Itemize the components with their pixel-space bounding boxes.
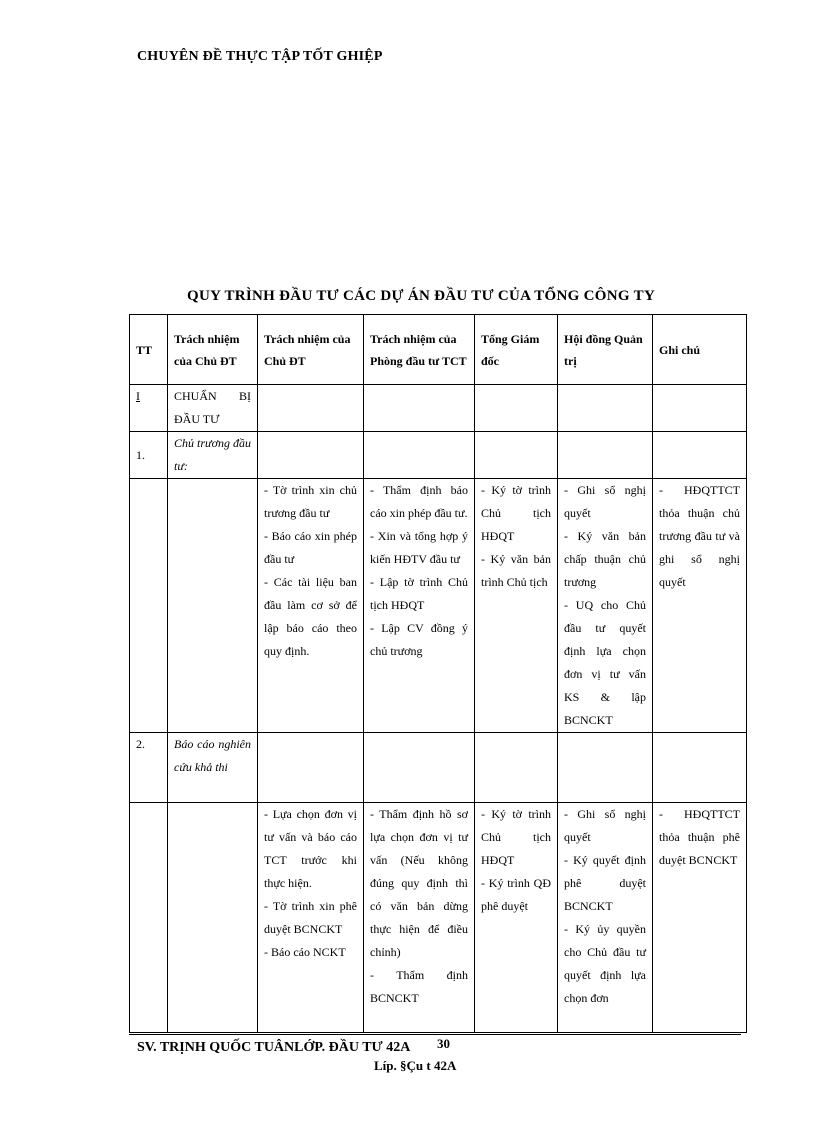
notes-cell — [653, 479, 747, 733]
header-general-director: Tổng Giám đốc — [475, 315, 558, 385]
board-tasks-cell — [558, 803, 653, 1033]
ceo-task: - Ký trình QĐ phê duyệt — [481, 876, 551, 913]
board-task: - Ghi sổ nghị quyết — [564, 807, 646, 844]
table-row — [130, 432, 747, 479]
dept-task: - Thẩm định BCNCKT — [370, 968, 468, 1005]
step-number: 1. — [130, 432, 168, 479]
owner-task: - Các tài liệu ban đầu làm cơ sở để lập báo cáo theo quy định. — [264, 575, 357, 658]
step-label: Chủ trương đầu tư: — [168, 432, 258, 479]
investment-process-table — [129, 314, 747, 1033]
header-owner-responsibility-1: Trách nhiệm của Chủ ĐT — [168, 315, 258, 385]
footer-class-info: Líp. §Çu t 42A — [374, 1058, 457, 1073]
dept-task: - Thẩm định báo cáo xin phép đầu tư. — [370, 483, 468, 520]
table-row — [130, 479, 747, 733]
owner-task: - Tờ trình xin phê duyệt BCNCKT — [264, 899, 357, 936]
ceo-task: - Ký tờ trình Chủ tịch HĐQT — [481, 807, 551, 867]
note-text: - HĐQTTCT thỏa thuận phê duyệt BCNCKT — [659, 807, 740, 867]
dept-task: - Thẩm định hồ sơ lựa chọn đơn vị tư vấn (Nếu không đúng quy định thì có văn bản dừng thực hiện để điều chỉnh) — [370, 807, 468, 959]
owner-task: - Lựa chọn đơn vị tư vấn và báo cáo TCT trước khi thực hiện. — [264, 807, 357, 890]
owner-task: - Báo cáo NCKT — [264, 945, 346, 959]
dept-tasks-cell — [364, 803, 475, 1033]
section-number: I — [136, 389, 140, 403]
header-board: Hội đồng Quản trị — [558, 315, 653, 385]
board-task: - Ký văn bản chấp thuận chủ trương — [564, 529, 646, 589]
page-number: 30 — [437, 1036, 450, 1051]
owner-task: - Báo cáo xin phép đầu tư — [264, 529, 357, 566]
dept-task: - Lập CV đồng ý chủ trương — [370, 621, 468, 658]
owner-tasks-cell — [258, 803, 364, 1033]
header-notes: Ghi chú — [653, 315, 747, 385]
section-label: CHUẨN BỊ ĐẦU TƯ — [168, 385, 258, 432]
footer-student-info: SV. TRỊNH QUỐC TUÂNLỚP. ĐẦU TƯ 42A — [137, 1040, 411, 1055]
table-row — [130, 803, 747, 1033]
board-task: - Ký quyết định phê duyệt BCNCKT — [564, 853, 646, 913]
step-label: Báo cáo nghiên cứu khả thi — [168, 733, 258, 803]
board-task: - Ghi sổ nghị quyết — [564, 483, 646, 520]
ceo-task: - Ký văn bản trình Chủ tịch — [481, 552, 551, 589]
header-owner-responsibility-2: Trách nhiệm của Chủ ĐT — [258, 315, 364, 385]
dept-task: - Xin và tổng hợp ý kiến HĐTV đầu tư — [370, 529, 468, 566]
table-header-row — [130, 315, 747, 385]
document-title: QUY TRÌNH ĐẦU TƯ CÁC DỰ ÁN ĐẦU TƯ CỦA TỔNG CÔNG TY — [187, 288, 656, 304]
board-tasks-cell — [558, 479, 653, 733]
header-tt: TT — [130, 315, 168, 385]
owner-task: - Tờ trình xin chủ trương đầu tư — [264, 483, 357, 520]
notes-cell — [653, 803, 747, 1033]
table-row — [130, 733, 747, 803]
ceo-tasks-cell — [475, 479, 558, 733]
step-number: 2. — [130, 733, 168, 803]
running-header-title: CHUYÊN ĐỀ THỰC TẬP TỐT GHIỆP — [137, 49, 383, 64]
dept-task: - Lập tờ trình Chủ tịch HĐQT — [370, 575, 468, 612]
ceo-tasks-cell — [475, 803, 558, 1033]
note-text: - HĐQTTCT thỏa thuận chủ trương đầu tư và ghi sổ nghị quyết — [659, 483, 740, 589]
board-task: - UQ cho Chủ đầu tư quyết định lựa chọn đơn vị tư vấn KS & lập BCNCKT — [564, 598, 646, 727]
owner-tasks-cell — [258, 479, 364, 733]
header-investment-dept: Trách nhiệm của Phòng đầu tư TCT — [364, 315, 475, 385]
table-row — [130, 385, 747, 432]
footer-divider — [129, 1034, 741, 1035]
ceo-task: - Ký tờ trình Chủ tịch HĐQT — [481, 483, 551, 543]
board-task: - Ký ủy quyền cho Chủ đầu tư quyết định lựa chọn đơn — [564, 922, 646, 1005]
dept-tasks-cell — [364, 479, 475, 733]
